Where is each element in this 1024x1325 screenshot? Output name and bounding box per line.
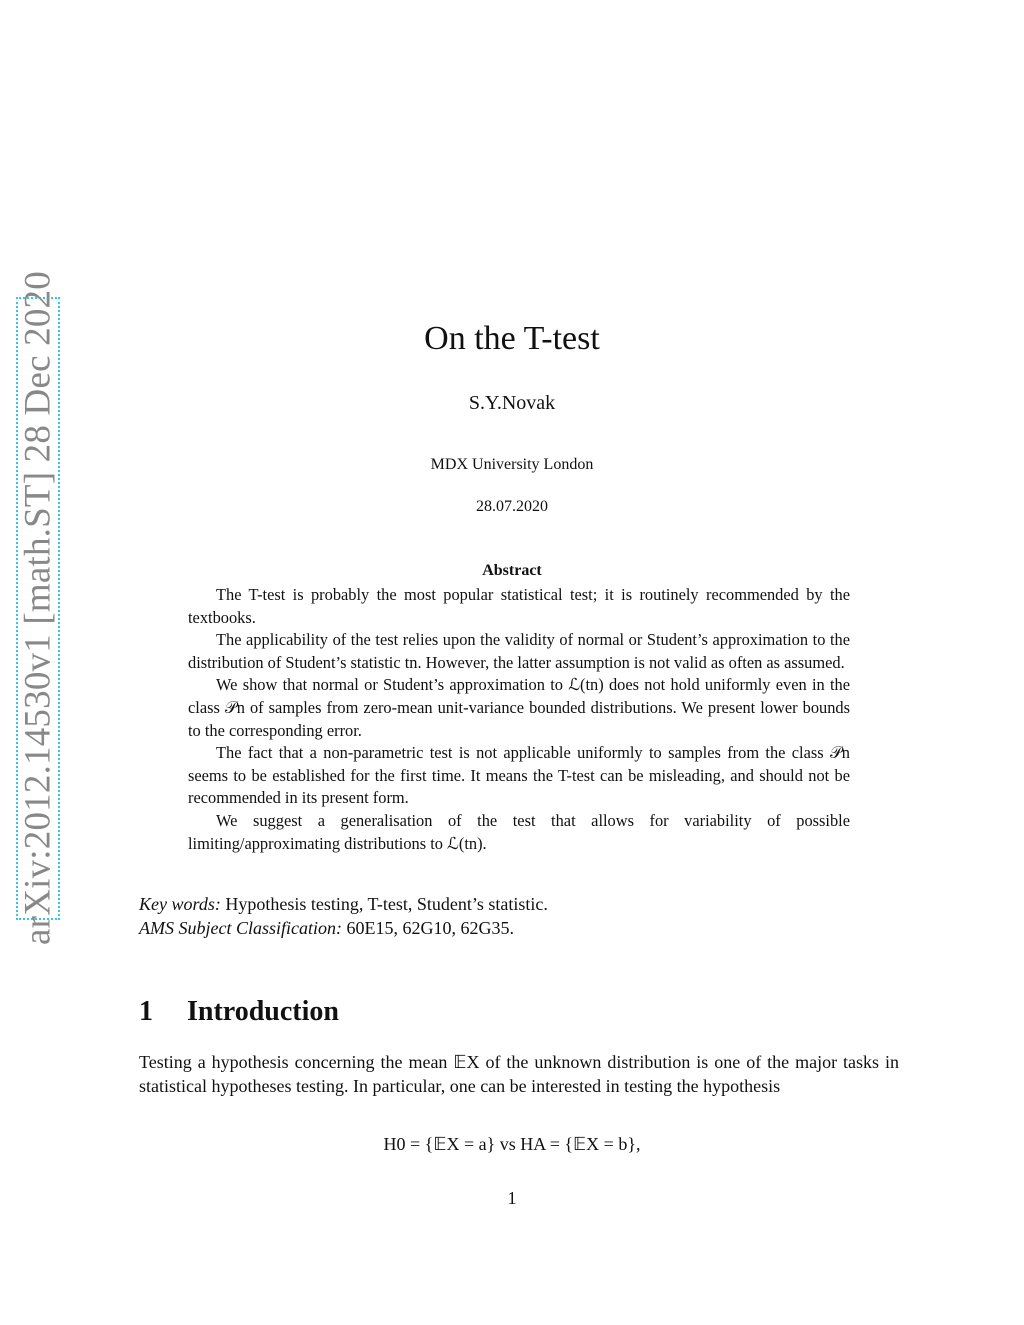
abstract-paragraph: We suggest a generalisation of the test that allows for variability of possible limiting/approximating distributions to ℒ(tn). xyxy=(188,810,850,853)
paper-title: On the T-test xyxy=(424,320,600,357)
keywords-label: Key words: xyxy=(139,894,221,914)
ams-label: AMS Subject Classification: xyxy=(139,918,342,938)
abstract-heading: Abstract xyxy=(482,562,542,579)
abstract-paragraph: The applicability of the test relies upon the validity of normal or Student’s approximation to the distribution of Student’s statistic tn. However, the latter assumption is not valid as often as assumed. xyxy=(188,630,850,672)
body-text: Testing a hypothesis concerning the mean 𝔼X of the unknown distribution is one of the major tasks in statistical hypotheses testing. In particular, one can be interested in testing the hypothesis xyxy=(139,1052,899,1096)
author-affiliation: MDX University London xyxy=(430,456,594,473)
page-number: 1 xyxy=(507,1188,517,1208)
section-heading xyxy=(139,996,339,1028)
hypothesis-formula: H0 = {𝔼X = a} vs HA = {𝔼X = b}, xyxy=(383,1134,641,1154)
introduction-paragraph xyxy=(139,1050,899,1098)
abstract-body xyxy=(188,584,850,855)
arxiv-identifier: arXiv:2012.14530v1 [math.ST] 28 Dec 2020 xyxy=(17,271,59,945)
section-number: 1 xyxy=(139,996,153,1027)
author-name: S.Y.Novak xyxy=(468,392,556,414)
paper-date: 28.07.2020 xyxy=(476,498,548,515)
abstract-paragraph: We show that normal or Student’s approximation to ℒ(tn) does not hold uniformly even in the class 𝒫n of samples from zero-mean unit-variance bounded distributions. We present lower bounds to the corresponding error. xyxy=(188,675,850,740)
section-title: Introduction xyxy=(187,996,339,1027)
ams-text: 60E15, 62G10, 62G35. xyxy=(346,918,514,938)
ams-classification-line xyxy=(139,916,899,940)
abstract-paragraph: The T-test is probably the most popular statistical test; it is routinely recommended by the textbooks. xyxy=(188,585,850,627)
keywords-line xyxy=(139,892,899,916)
abstract-paragraph: The fact that a non-parametric test is not applicable uniformly to samples from the class 𝒫n seems to be established for the first time. It means the T-test can be misleading, and should not be recommended in its present form. xyxy=(188,743,850,808)
keywords-text: Hypothesis testing, T-test, Student’s statistic. xyxy=(225,894,548,914)
